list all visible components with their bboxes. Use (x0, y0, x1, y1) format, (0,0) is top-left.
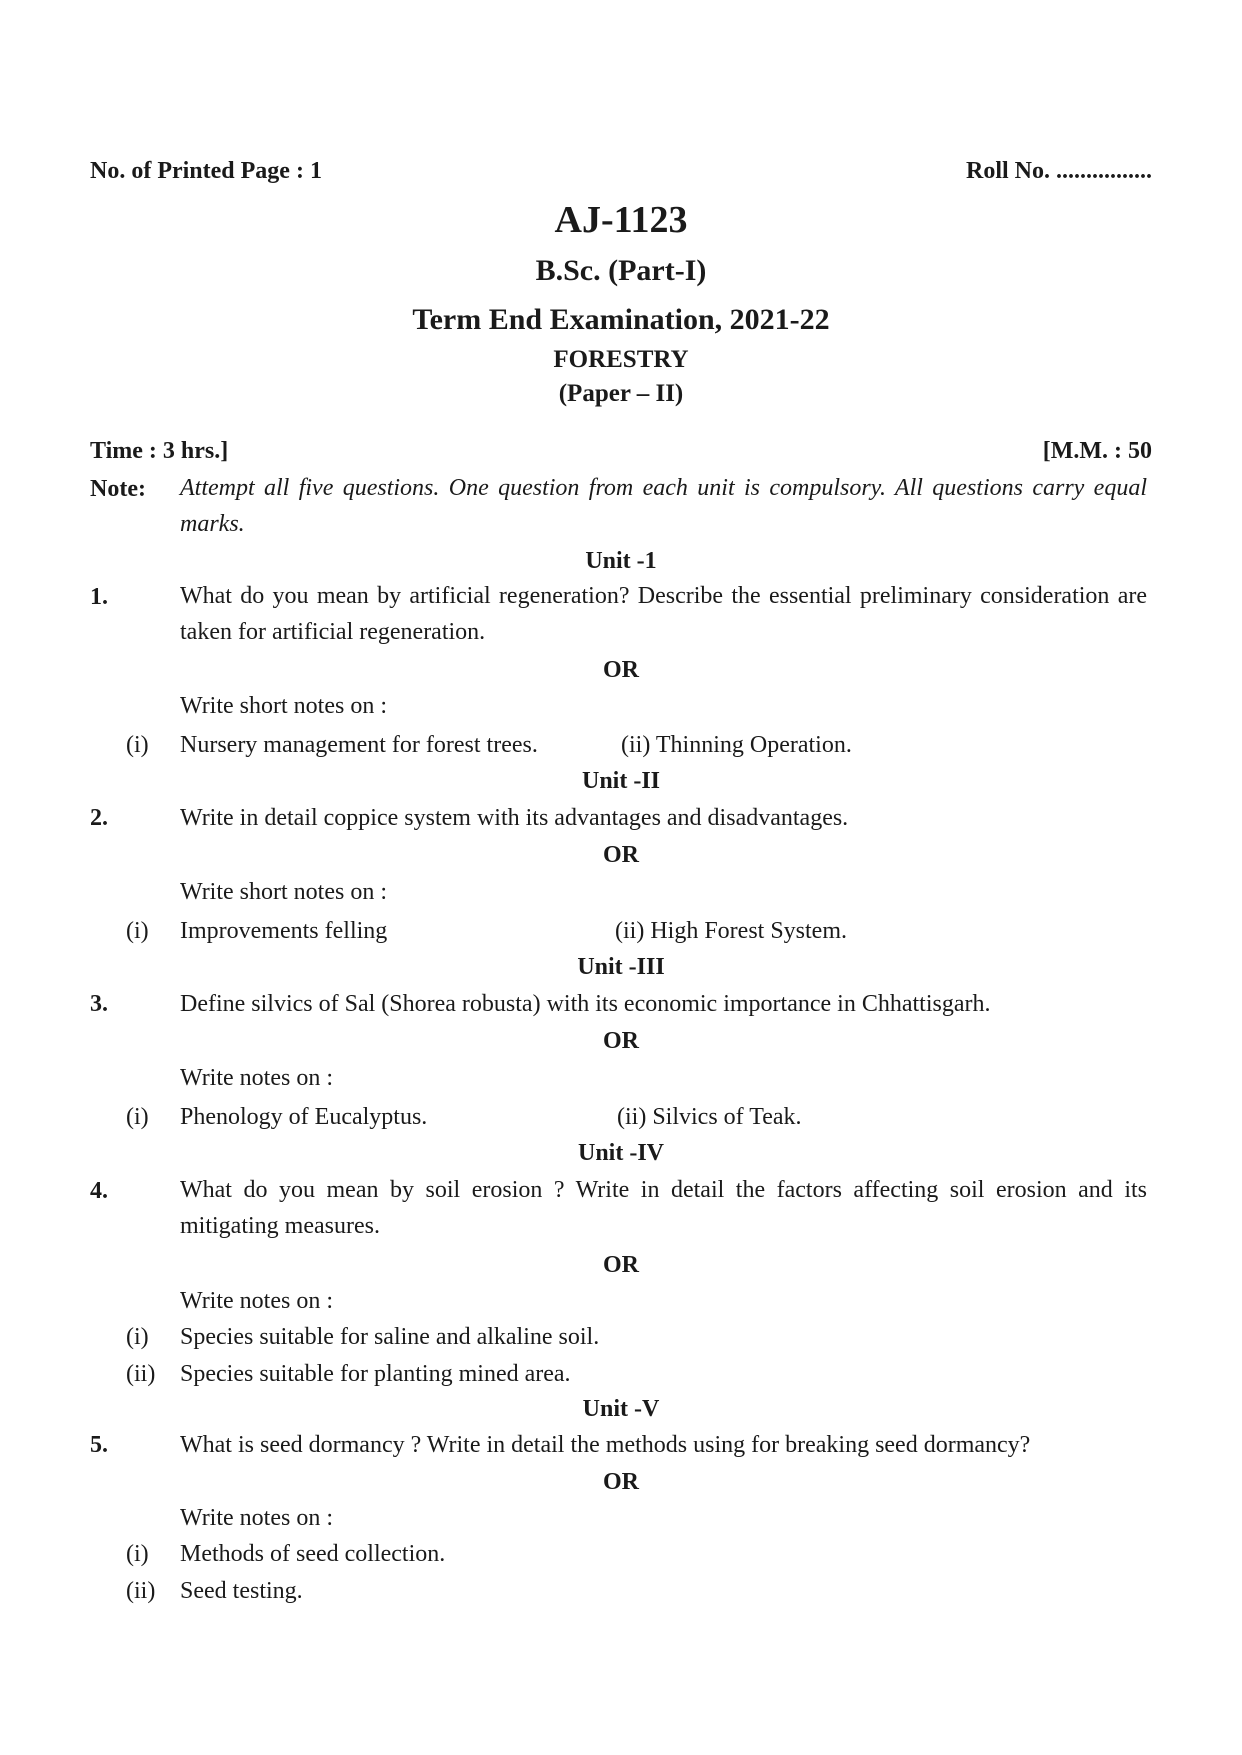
item-marker: (i) (126, 1324, 149, 1350)
or-separator: OR (603, 657, 639, 683)
or-separator: OR (603, 842, 639, 868)
or-separator: OR (603, 1469, 639, 1495)
question-text: What do you mean by soil erosion ? Write in detail the factors affecting soil erosion and its mitigating measures. (180, 1177, 1147, 1239)
alternative-item: Nursery management for forest trees. (180, 732, 538, 758)
alternative-item: Seed testing. (180, 1578, 303, 1604)
alternative-item: (ii) Silvics of Teak. (617, 1104, 802, 1130)
or-separator: OR (603, 1028, 639, 1054)
or-separator: OR (603, 1252, 639, 1278)
paper-code: AJ-1123 (554, 199, 688, 241)
alternative-item: Methods of seed collection. (180, 1541, 446, 1567)
unit-title: Unit -III (577, 954, 665, 980)
item-marker: (ii) (126, 1578, 156, 1604)
roll-number: Roll No. ................ (966, 158, 1152, 184)
max-marks: [M.M. : 50 (1042, 438, 1152, 464)
question-number: 5. (90, 1432, 108, 1458)
item-marker: (i) (126, 918, 149, 944)
unit-title: Unit -II (581, 768, 660, 794)
question-number: 3. (90, 991, 108, 1017)
subject-name: FORESTRY (553, 346, 689, 373)
question-number: 1. (90, 584, 108, 610)
note-label: Note: (90, 476, 146, 502)
question-text: What do you mean by artificial regeneration? Describe the essential preliminary consideration are taken for artificial regeneration. (180, 583, 1147, 645)
item-marker: (ii) (126, 1361, 156, 1387)
note-text: Attempt all five questions. One question from each unit is compulsory. All questions carry equal marks. (180, 475, 1147, 537)
item-marker: (i) (126, 1104, 149, 1130)
alternative-intro: Write notes on : (180, 1288, 333, 1314)
printed-pages: No. of Printed Page : 1 (90, 158, 322, 184)
unit-title: Unit -V (582, 1396, 660, 1422)
question-number: 2. (90, 805, 108, 831)
unit-title: Unit -IV (577, 1140, 664, 1166)
alternative-intro: Write notes on : (180, 1065, 333, 1091)
course-name: B.Sc. (Part-I) (535, 254, 707, 287)
paper-number: (Paper – II) (558, 380, 684, 407)
alternative-intro: Write short notes on : (180, 693, 387, 719)
alternative-intro: Write notes on : (180, 1505, 333, 1531)
alternative-intro: Write short notes on : (180, 879, 387, 905)
question-text: What is seed dormancy ? Write in detail the methods using for breaking seed dormancy? (180, 1432, 1031, 1458)
alternative-item: Phenology of Eucalyptus. (180, 1104, 428, 1130)
question-text: Define silvics of Sal (Shorea robusta) with its economic importance in Chhattisgarh. (180, 991, 991, 1017)
alternative-item: Species suitable for planting mined area. (180, 1361, 571, 1387)
unit-title: Unit -1 (585, 548, 657, 574)
question-text: Write in detail coppice system with its advantages and disadvantages. (180, 805, 849, 831)
exam-title: Term End Examination, 2021-22 (412, 303, 830, 336)
item-marker: (i) (126, 732, 149, 758)
alternative-item: (ii) High Forest System. (615, 918, 847, 944)
alternative-item: (ii) Thinning Operation. (621, 732, 852, 758)
item-marker: (i) (126, 1541, 149, 1567)
alternative-item: Improvements felling (180, 918, 388, 944)
time-allowed: Time : 3 hrs.] (90, 438, 229, 464)
question-number: 4. (90, 1178, 108, 1204)
alternative-item: Species suitable for saline and alkaline soil. (180, 1324, 600, 1350)
